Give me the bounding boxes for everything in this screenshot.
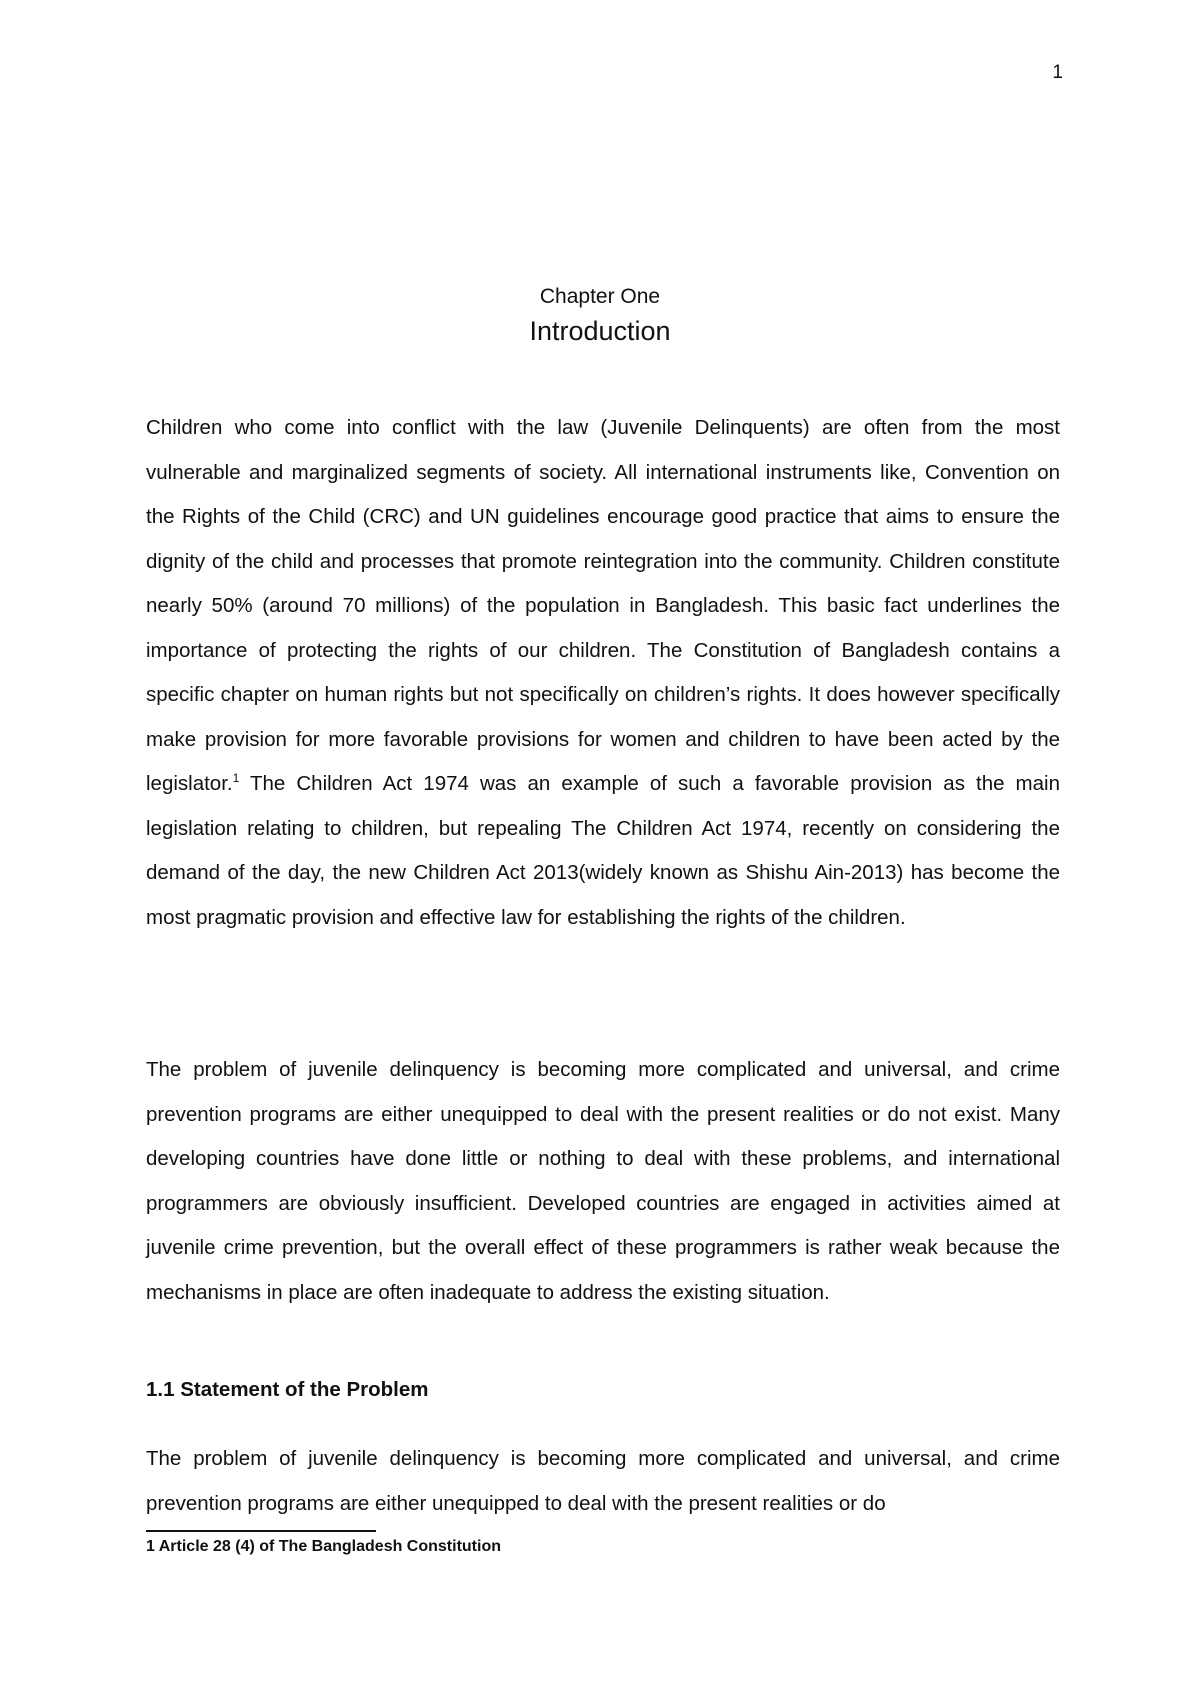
intro-paragraph-1-text-b: The Children Act 1974 was an example of such a favorable provision as the main legislation relating to children, but repealing The Children Act 1974, recently on considering the demand of the day, the new Children Act 2013(widely known as Shishu Ain-2013) has become the most pragmatic provision and effective law for establishing the rights of the children. <box>146 772 1060 929</box>
intro-paragraph-1 <box>146 406 1060 940</box>
footnote-1: 1 Article 28 (4) of The Bangladesh Constitution <box>146 1538 501 1555</box>
intro-paragraph-2 <box>146 1048 1060 1315</box>
intro-paragraph-2-text: The problem of juvenile delinquency is becoming more complicated and universal, and crime prevention programs are either unequipped to deal with the present realities or do not exist. Many developing countries have done little or nothing to deal with these problems, and international programmers are obviously insufficient. Developed countries are engaged in activities aimed at juvenile crime prevention, but the overall effect of these programmers is rather weak because the mechanisms in place are often inadequate to address the existing situation. <box>146 1058 1060 1304</box>
page-number: 1 <box>1052 62 1063 83</box>
section-heading: 1.1 Statement of the Problem <box>146 1378 429 1401</box>
footnote-divider <box>146 1530 376 1532</box>
chapter-label: Chapter One <box>539 285 661 308</box>
footnote-reference[interactable]: 1 <box>232 771 240 786</box>
intro-paragraph-1-text-a: Children who come into conflict with the law (Juvenile Delinquents) are often from the most vulnerable and marginalized segments of society. All international instruments like, Convention on the Rights of the Child (CRC) and UN guidelines encourage good practice that aims to ensure the dignity of the child and processes that promote reintegration into the community. Children constitute nearly 50% (around 70 millions) of the population in Bangladesh. This basic fact underlines the importance of protecting the rights of our children. The Constitution of Bangladesh contains a specific chapter on human rights but not specifically on children’s rights. It does however specifically make provision for more favorable provisions for women and children to have been acted by the legislator. <box>146 416 1060 795</box>
chapter-title: Introduction <box>529 316 671 346</box>
problem-paragraph <box>146 1437 1060 1526</box>
problem-paragraph-text: The problem of juvenile delinquency is becoming more complicated and universal, and crime prevention programs are either unequipped to deal with the present realities or do <box>146 1447 1060 1515</box>
